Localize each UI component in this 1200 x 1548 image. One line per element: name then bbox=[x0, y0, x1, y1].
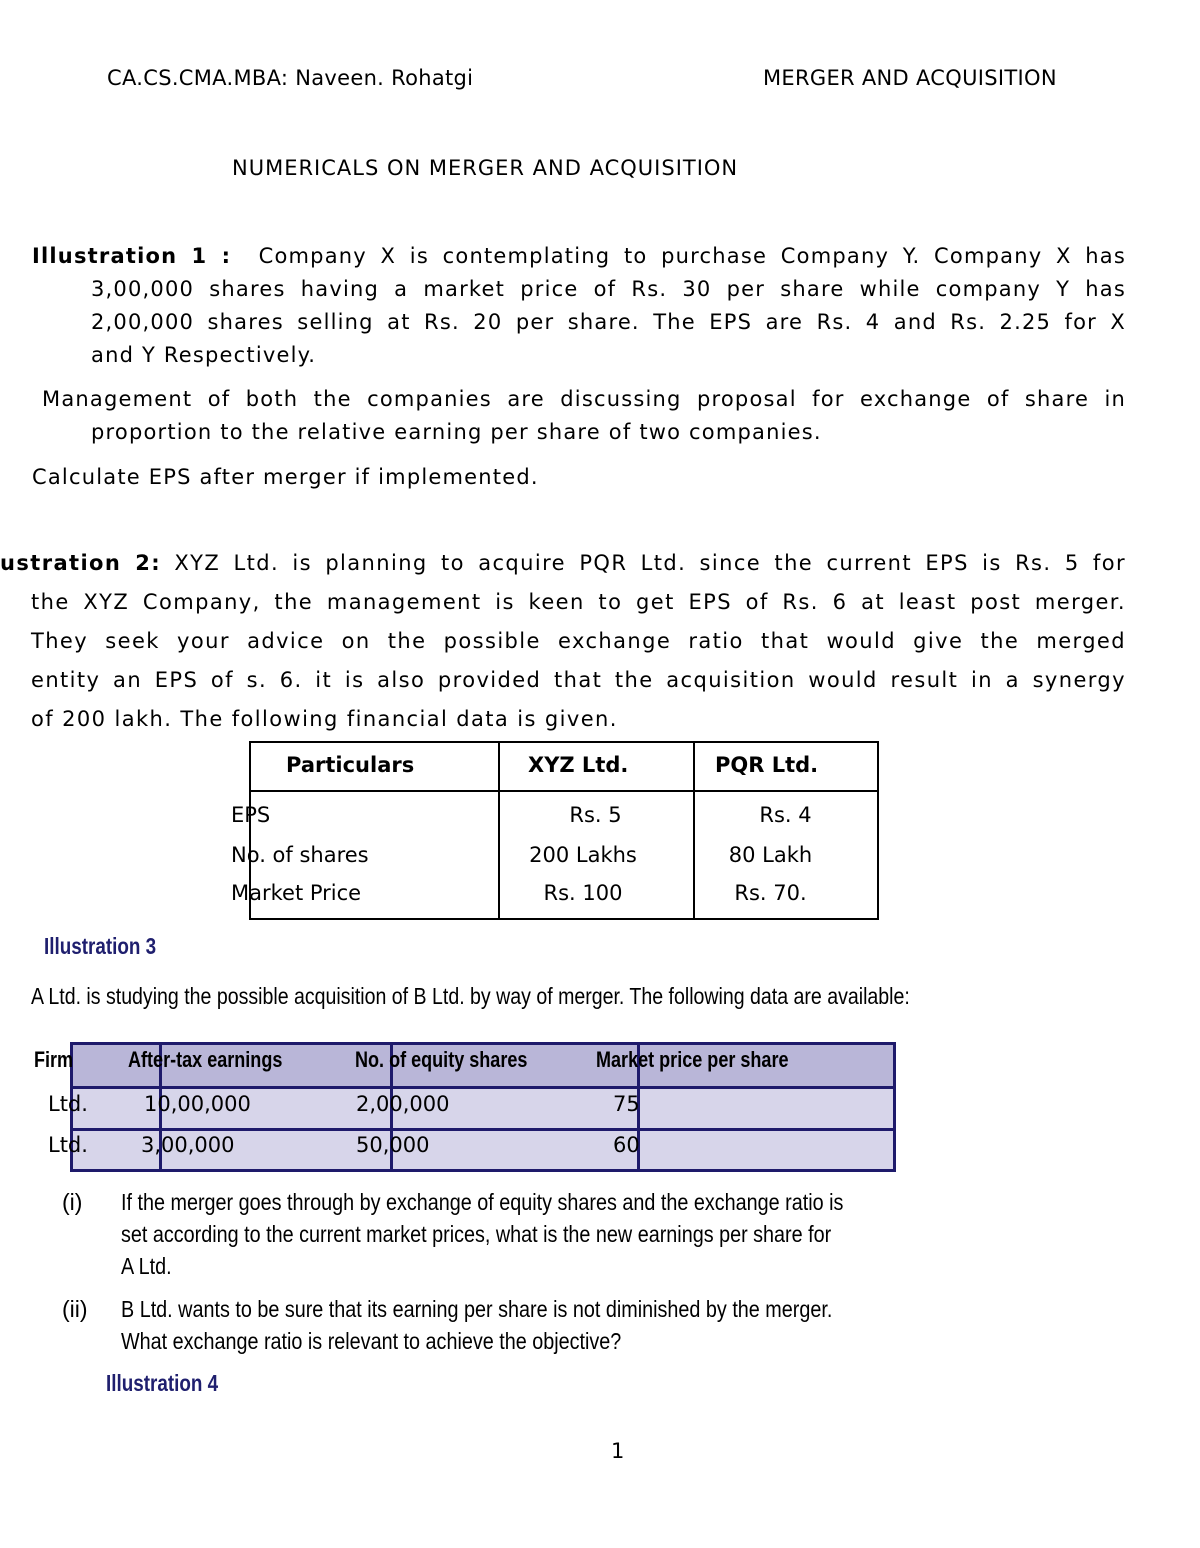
table-cell: Rs. 5 bbox=[569, 803, 622, 827]
firm-table-cell: 2,00,000 bbox=[356, 1092, 450, 1116]
table-cell: EPS bbox=[231, 803, 271, 827]
illustration-1 bbox=[32, 240, 1126, 372]
table-header-pqr: PQR Ltd. bbox=[715, 753, 819, 777]
table-cell: Market Price bbox=[231, 881, 362, 905]
text-line: and Y Respectively. bbox=[91, 343, 317, 367]
firm-table-header: No. of equity shares bbox=[355, 1047, 528, 1072]
question-1 bbox=[121, 1186, 1121, 1282]
text-line: They seek your advice on the possible exchange ratio that would give the merged bbox=[31, 629, 1126, 653]
table-cell: No. of shares bbox=[231, 843, 369, 867]
firm-table-header: Market price per share bbox=[596, 1047, 789, 1072]
text-line: If the merger goes through by exchange of equity shares and the exchange ratio is bbox=[121, 1189, 844, 1215]
illustration-2-label: ustration 2: bbox=[0, 551, 162, 575]
text-line: XYZ Ltd. is planning to acquire PQR Ltd. since the current EPS is Rs. 5 for bbox=[174, 551, 1126, 575]
firm-table-cell: 75 bbox=[613, 1092, 640, 1116]
text-line: Company X is contemplating to purchase Company Y. Company X has bbox=[258, 244, 1126, 268]
text-line: 3,00,000 shares having a market price of Rs. 30 per share while company Y has bbox=[91, 277, 1126, 301]
text-line: 2,00,000 shares selling at Rs. 20 per share. The EPS are Rs. 4 and Rs. 2.25 for X bbox=[91, 310, 1126, 334]
table-header-particulars: Particulars bbox=[286, 753, 415, 777]
firm-table-cell: Ltd. bbox=[48, 1133, 88, 1157]
illustration-1-para-2 bbox=[42, 383, 1126, 449]
firm-table-cell: 50,000 bbox=[356, 1133, 430, 1157]
text-line: B Ltd. wants to be sure that its earning per share is not diminished by the merger. bbox=[121, 1296, 833, 1322]
text-line: the XYZ Company, the management is keen to get EPS of Rs. 6 at least post merger. bbox=[31, 590, 1126, 614]
table-header-xyz: XYZ Ltd. bbox=[528, 753, 629, 777]
page-number: 1 bbox=[611, 1439, 625, 1463]
illustration-4-title: Illustration 4 bbox=[106, 1370, 219, 1396]
text-line: Management of both the companies are discussing proposal for exchange of share in bbox=[42, 387, 1126, 411]
text-line: of 200 lakh. The following financial data is given. bbox=[31, 707, 618, 731]
table-cell: Rs. 70. bbox=[734, 881, 807, 905]
table-cell: Rs. 100 bbox=[543, 881, 623, 905]
illustration-3-title: Illustration 3 bbox=[44, 933, 157, 959]
illustration-1-question: Calculate EPS after merger if implemented. bbox=[32, 465, 539, 489]
header-author: CA.CS.CMA.MBA: Naveen. Rohatgi bbox=[107, 66, 474, 90]
text-line: proportion to the relative earning per share of two companies. bbox=[91, 420, 822, 444]
question-2 bbox=[121, 1293, 1121, 1357]
illustration-1-label: Illustration 1 : bbox=[32, 244, 232, 268]
header-subject: MERGER AND ACQUISITION bbox=[763, 66, 1057, 90]
firm-table-cell: 60 bbox=[613, 1133, 640, 1157]
table-cell: Rs. 4 bbox=[759, 803, 812, 827]
table-cell: 80 Lakh bbox=[728, 843, 813, 867]
text-line: A Ltd. bbox=[121, 1253, 172, 1279]
firm-table-cell: Ltd. bbox=[48, 1092, 88, 1116]
text-line: set according to the current market prices, what is the new earnings per share for bbox=[121, 1221, 832, 1247]
text-line: entity an EPS of s. 6. it is also provided that the acquisition would result in a synergy bbox=[31, 668, 1126, 692]
illustration-2 bbox=[0, 544, 1126, 739]
illustration-3-intro: A Ltd. is studying the possible acquisition of B Ltd. by way of merger. The following data are available: bbox=[31, 983, 910, 1009]
page-title: NUMERICALS ON MERGER AND ACQUISITION bbox=[232, 156, 739, 180]
firm-table-cell: 3,00,000 bbox=[141, 1133, 235, 1157]
table-cell: 200 Lakhs bbox=[529, 843, 637, 867]
question-number: (ii) bbox=[62, 1296, 88, 1322]
firm-table-cell: 10,00,000 bbox=[144, 1092, 251, 1116]
question-number: (i) bbox=[62, 1189, 83, 1215]
text-line: What exchange ratio is relevant to achieve the objective? bbox=[121, 1328, 622, 1354]
firm-table-header: After-tax earnings bbox=[128, 1047, 283, 1072]
firm-table-header: Firm bbox=[34, 1047, 74, 1072]
